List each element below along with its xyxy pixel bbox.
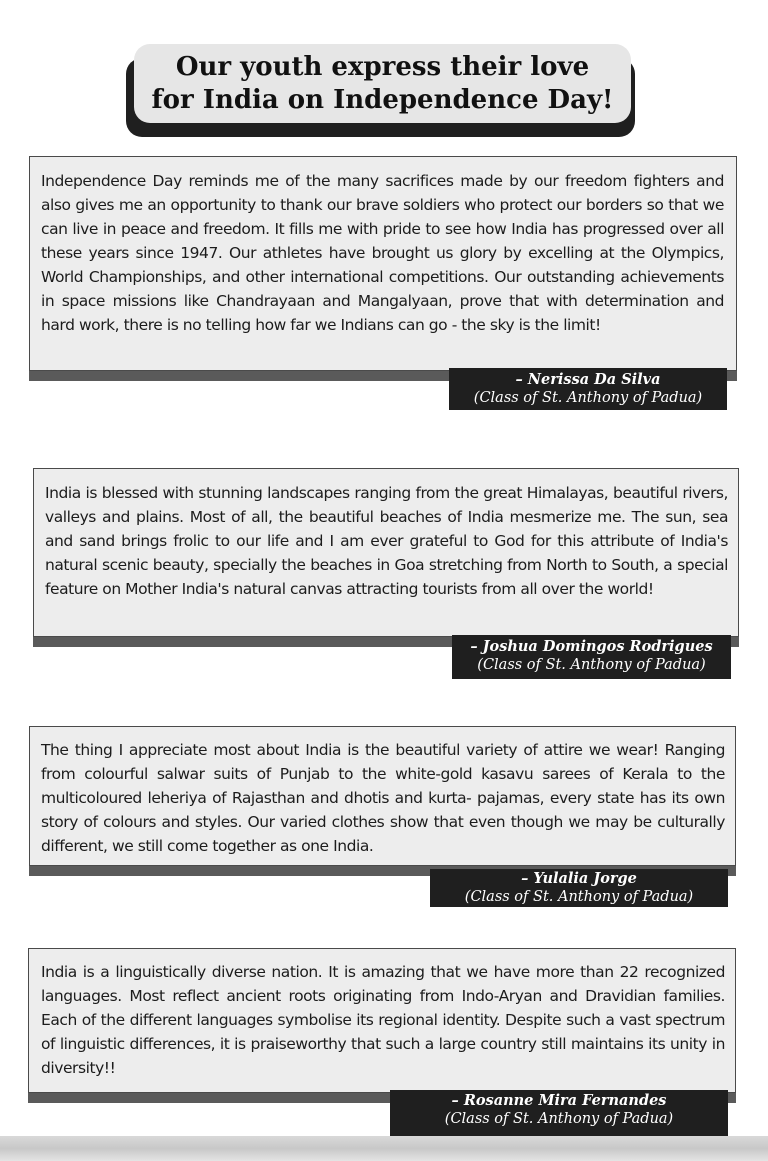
quote-1-author-name: – Nerissa Da Silva <box>515 371 661 388</box>
quote-3-author-name: – Yulalia Jorge <box>521 870 637 887</box>
quote-4-author <box>390 1090 728 1136</box>
quote-4-author-class: (Class of St. Anthony of Padua) <box>444 1111 674 1127</box>
quote-2-author-class: (Class of St. Anthony of Padua) <box>477 657 706 673</box>
quote-2-author <box>452 635 731 679</box>
quote-3-author <box>430 869 728 907</box>
page-title <box>134 44 631 123</box>
quote-4-text: India is a linguistically diverse nation. It is amazing that we have more than 22 recognized languages. Most reflect ancient roots originating from Indo-Aryan and Dravidian families. Each of the different languages symbolise its regional identity. Despite such a vast spectrum of linguistic differences, it is praiseworthy that such a large country still maintains its unity in diversity!! <box>41 963 725 1077</box>
quote-2-text: India is blessed with stunning landscapes ranging from the great Himalayas, beautiful rivers, valleys and plains. Most of all, the beautiful beaches of India mesmerize me. The sun, sea and sand brings frolic to our life and I am ever grateful to God for this attribute of India's natural scenic beauty, specially the beaches in Goa stretching from North to South, a special feature on Mother India's natural canvas attracting tourists from all over the world! <box>45 484 728 598</box>
quote-1-text: Independence Day reminds me of the many sacrifices made by our freedom fighters and also gives me an opportunity to thank our brave soldiers who protect our borders so that we can live in peace and freedom. It fills me with pride to see how India has progressed over all these years since 1947. Our athletes have brought us glory by excelling at the Olympics, World Championships, and other international competitions. Our outstanding achievements in space missions like Chandrayaan and Mangalyaan, prove that with determination and hard work, there is no telling how far we Indians can go - the sky is the limit! <box>41 172 724 334</box>
title-line-2: for India on Independence Day! <box>151 84 614 115</box>
quote-3-text: The thing I appreciate most about India is the beautiful variety of attire we wear! Ranging from colourful salwar suits of Punjab to the white-gold kasavu sarees of Kerala to the multicoloured leheriya of Rajasthan and dhotis and kurta- pajamas, every state has its own story of colours and styles. Our varied clothes show that even though we may be culturally different, we still come together as one India. <box>41 741 725 855</box>
quote-3-author-class: (Class of St. Anthony of Padua) <box>464 889 694 905</box>
title-line-1: Our youth express their love <box>175 51 590 82</box>
quote-1-author <box>449 368 727 410</box>
quote-4-author-name: – Rosanne Mira Fernandes <box>451 1092 667 1109</box>
decorative-bottom-band <box>0 1136 768 1161</box>
quote-1-author-class: (Class of St. Anthony of Padua) <box>473 390 703 406</box>
quote-2-author-name: – Joshua Domingos Rodrigues <box>470 638 713 655</box>
